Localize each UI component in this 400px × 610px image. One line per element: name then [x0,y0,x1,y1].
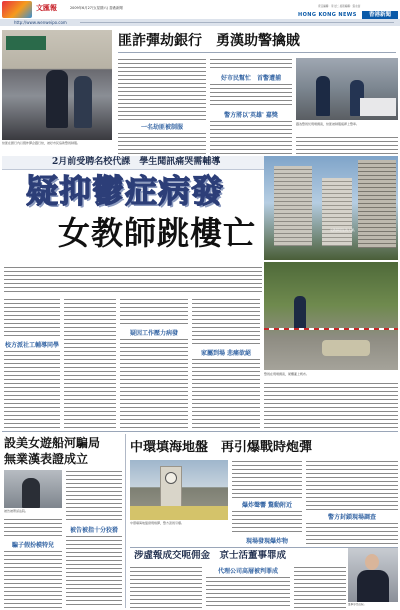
masthead-logo [2,1,32,18]
story2-subhead-b: 疑因工作壓力病發 [129,330,178,337]
story4-text-col2 [306,460,398,510]
story1-subhead-b: 好市民幫忙 首警遭捕 [220,75,281,82]
story4-text-col1 [232,460,302,498]
story1-rule [118,52,396,53]
story2-photo-building [264,156,398,260]
story3-photo [4,470,62,508]
section-en: HONG KONG NEWS [298,12,357,18]
story1-subhead-a: 一名劫匪被制服 [140,124,183,131]
story1-text-col2 [210,58,292,70]
story1-caption-left: 劫匪在銀行內以假炸彈企圖行劫，被好市民協助警員制服。 [2,141,81,145]
story1-text-col2b [210,83,292,107]
website-bar [0,19,400,26]
story4-photo [130,460,228,520]
story4-headline: 中環填海地盤 再引爆戰時炮彈 [130,440,313,455]
person-suit [357,570,389,602]
story5-caption: 董事步出法院。 [348,603,367,606]
story2-text-col3 [120,298,188,324]
story3-subhead-b: 被告被指十分狡猾 [69,527,118,534]
story3-text-col1b [4,550,62,608]
story3-headline-2: 無業漢表證成立 [4,452,89,466]
tarp [322,340,370,356]
website-url[interactable]: http://www.wenweipo.com [14,20,67,25]
story2-text-intro [4,266,262,294]
story3-headline-1: 設美女遊船河騙局 [4,436,101,450]
paper-name: 文匯報 [36,3,57,12]
story2-photo-scene [264,262,398,370]
story5-photo [348,548,398,602]
story1-subhead-c: 警方將以'英雄' 嘉獎 [224,112,278,119]
story1-photo-left [2,30,112,140]
story2-headline-2: 女教師跳樓亡 [58,214,257,252]
story1-text-col1 [118,58,206,120]
police-figure [294,296,306,330]
story2-text-col4b [192,358,260,428]
story5-text-col3 [294,566,346,608]
story1-text-col3 [296,136,398,154]
story3-text-col2b [66,535,122,608]
story2-text-col1 [4,298,60,336]
section-rule [2,431,398,432]
divider-line [80,22,394,23]
story5-text-col1 [130,566,202,608]
masthead-bar [0,0,400,20]
person-figure [74,76,92,128]
story3-text-col2 [66,470,122,522]
story1-caption-right: 圖為警員於現場調查，劫匪被制服後押上警車。 [296,122,360,126]
story3-text-col1 [4,518,62,538]
column-rule [125,434,126,608]
story4-text-col2b [306,522,398,544]
hoarding [130,506,228,520]
story2-subhead-c: 家屬到場 悲痛欲絕 [200,350,252,357]
story4-subhead-c: 警方封鎖現場調查 [327,514,376,521]
story4-subhead-a: 爆炸聲響 驚動附近 [241,502,293,509]
story5-text-col2 [206,576,290,608]
story5-headline: 涉虛報成交呃佣金 京士活董事罪成 [134,550,287,561]
person-figure [46,70,68,128]
story4-text-col1b [232,510,302,534]
story5-subhead-a: 代理公司高層被判罪成 [217,568,278,575]
story4-caption: 中環填海地盤發現炮彈，警方派員引爆。 [130,521,185,525]
building [274,166,312,246]
story2-text-col3b [120,338,188,428]
story2-caption-building: 女教師居住的大廈。 [330,228,358,232]
story2-subhead-a: 校方派社工輔導同學 [4,342,59,349]
bank-sign [6,36,46,50]
story2-kicker: 2月前受聘名校代課 學生聞訊痛哭需輔導 [52,157,221,167]
story3-subhead-a: 騙子假扮模特兒 [11,542,54,549]
story4-subhead-b: 現場發現爆炸物 [245,538,288,545]
story2-text-col4 [192,298,260,344]
story2-headline-1: 疑抑鬱症病發 [26,172,225,210]
story2-text-col2 [64,298,116,428]
story3-caption: 被告被帶返法院。 [4,509,29,513]
person-head [365,554,379,570]
story2-text-col1b [4,350,60,428]
story2-text-col5 [264,382,398,428]
story1-photo-right [296,58,398,120]
story1-headline: 匪詐彈劫銀行 勇漢助警擒賊 [118,33,300,49]
person-figure [22,478,40,508]
cordon-tape [264,328,398,330]
story1-text-col2c [210,120,292,154]
police-figure [316,76,330,116]
editor-line: 責任編輯：李文仁 美術編輯：張永信 [318,5,361,8]
masthead-date: 2009年6月27日(星期六) 香港新聞 [70,6,123,10]
clock-face [165,472,177,484]
story2-caption-scene: 警員在現場調查，屍體蓋上帆布。 [264,372,310,376]
story1-text-col1b [118,132,206,154]
section-zh: 香港新聞 [362,11,398,19]
police-car [360,98,396,116]
